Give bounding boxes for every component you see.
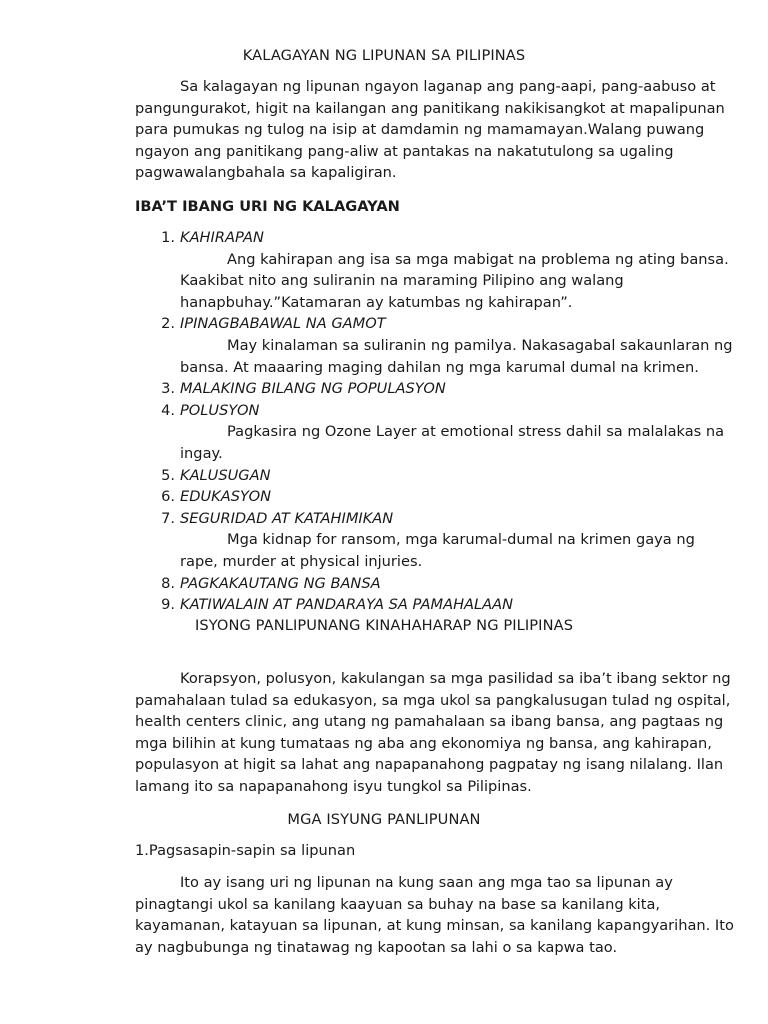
subheading-pagsasapin: 1.Pagsasapin-sapin sa lipunan xyxy=(135,842,356,859)
list-item-title: KAHIRAPAN xyxy=(180,229,264,246)
list-item xyxy=(135,400,735,465)
list-item xyxy=(135,573,735,595)
list-number: 7. xyxy=(161,509,175,527)
kalagayan-list xyxy=(135,227,735,616)
list-item-title: PAGKAKAUTANG NG BANSA xyxy=(180,574,381,592)
list-item-title: MALAKING BILANG NG POPULASYON xyxy=(180,380,446,398)
pagsasapin-paragraph: Ito ay isang uri ng lipunan na kung saan ang mga tao sa lipunan ay pinagtangi ukol sa kanilang kaayuan sa buhay na base sa kanilang kita, kayamanan, katayuan sa lipunan, at kung minsan, sa kanilang kapangyarihan. Ito ay nagbubunga ng tinatawag ng kapootan sa lahi o sa kapwa tao. xyxy=(135,874,734,956)
list-item-title: KALUSUGAN xyxy=(180,466,271,484)
list-item xyxy=(135,465,735,487)
list-item-description: Pagkasira ng Ozone Layer at emotional stress dahil sa malalakas na ingay. xyxy=(180,423,725,462)
list-number: 4. xyxy=(161,401,175,419)
section-heading-mga-isyung: MGA ISYUNG PANLIPUNAN xyxy=(287,811,481,828)
section-heading-isyong: ISYONG PANLIPUNANG KINAHAHARAP NG PILIPINAS xyxy=(194,617,574,634)
isyong-paragraph: Korapsyon, polusyon, kakulangan sa mga pasilidad sa iba’t ibang sektor ng pamahalaan tulad sa edukasyon, sa mga ukol sa pangkalusugan tulad ng ospital, health centers clinic, ang utang ng pamahalaan sa ibang bansa, ang pagtaas ng mga bilihin at kung tumataas ng aba ang ekonomiya ng bansa, ang kahirapan, populasyon at higit sa lahat ang napapanahong pagpatay ng isang nilalang. Ilan lamang ito sa napapanahong isyu tungkol sa Pilipinas. xyxy=(135,670,731,795)
list-item xyxy=(135,378,735,400)
list-number: 8. xyxy=(161,574,175,592)
list-item-title: KATIWALAIN AT PANDARAYA SA PAMAHALAAN xyxy=(180,596,514,614)
list-item-description: Mga kidnap for ransom, mga karumal-dumal na krimen gaya ng rape, murder at physical injuries. xyxy=(180,531,695,570)
list-number: 2. xyxy=(161,315,175,333)
list-item xyxy=(135,486,735,508)
list-number: 1. xyxy=(161,229,175,246)
list-item-title: EDUKASYON xyxy=(180,488,272,506)
intro-paragraph: Sa kalagayan ng lipunan ngayon laganap ang pang-aapi, pang-aabuso at pangungurakot, higit na kailangan ang panitikang nakikisangkot at mapalipunan para pumukas ng tulog na isip at damdamin ng mamamayan.Walang puwang ngayon ang panitikang pang-aliw at pantakas na nakatutulong sa ugaling pagwawalangbahala sa kapaligiran. xyxy=(135,78,725,182)
list-item xyxy=(135,508,735,573)
list-number: 9. xyxy=(161,596,175,614)
list-item-description: Ang kahirapan ang isa sa mga mabigat na problema ng ating bansa. Kaakibat nito ang suliranin na maraming Pilipino ang walang hanapbuhay.”Katamaran ay katumbas ng kahirapan”. xyxy=(180,250,729,311)
document-title: KALAGAYAN NG LIPUNAN SA PILIPINAS xyxy=(242,47,526,64)
list-item-description: May kinalaman sa suliranin ng pamilya. Nakasagabal sakaunlaran ng bansa. At maaaring maging dahilan ng mga karumal dumal na krimen. xyxy=(180,336,733,376)
list-number: 3. xyxy=(161,380,175,398)
list-item-title: POLUSYON xyxy=(180,401,260,419)
list-item xyxy=(135,227,735,313)
section-heading-kalagayan: IBA’T IBANG URI NG KALAGAYAN xyxy=(135,198,400,215)
list-item-title: SEGURIDAD AT KATAHIMIKAN xyxy=(180,509,394,527)
list-number: 5. xyxy=(161,466,175,484)
list-item-title: IPINAGBABAWAL NA GAMOT xyxy=(180,315,386,333)
list-number: 6. xyxy=(161,488,175,506)
list-item xyxy=(135,594,735,616)
list-item xyxy=(135,313,735,378)
